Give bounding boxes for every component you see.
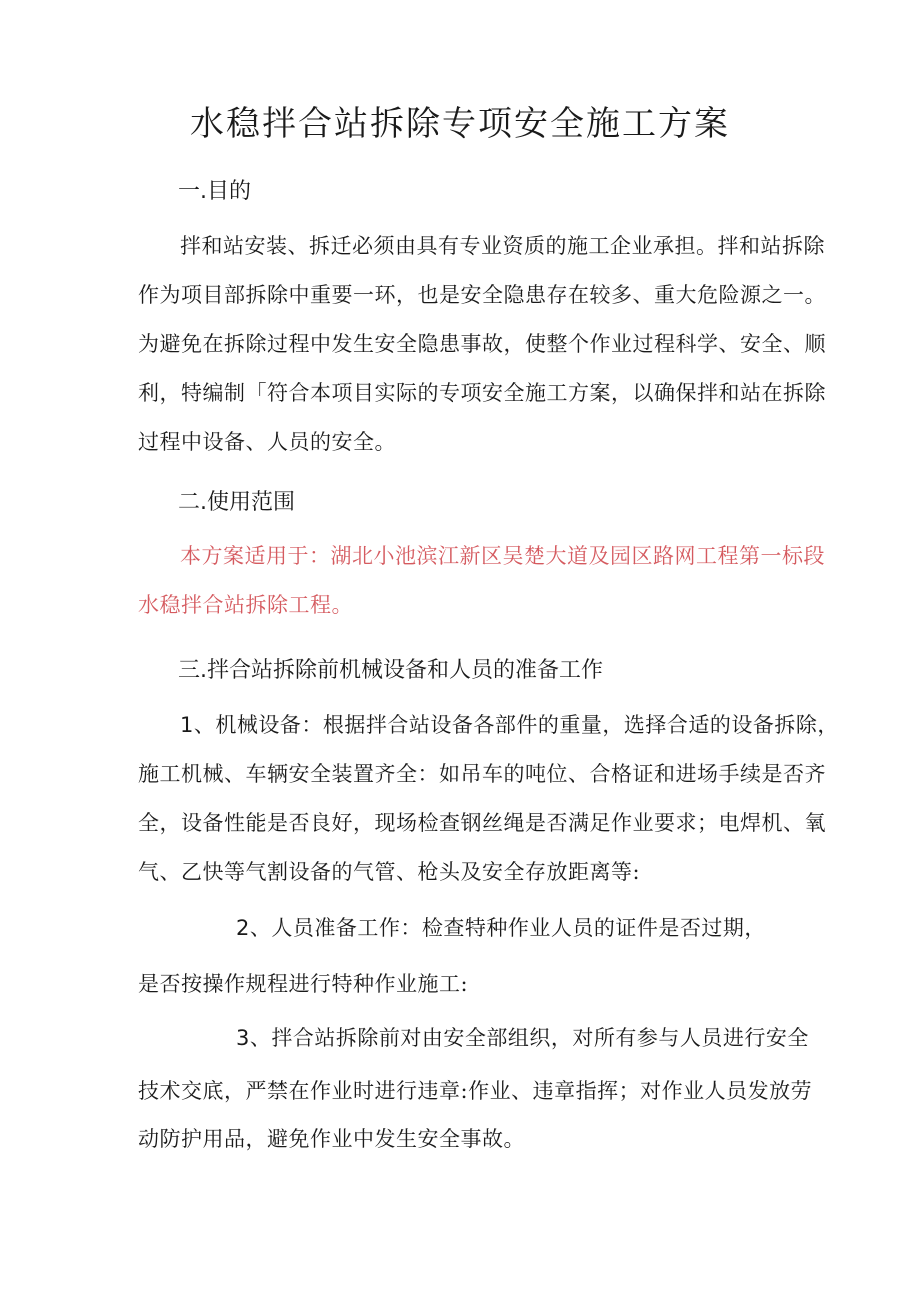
paragraph-line: 拌和站安装、拆迁必须由具有专业资质的施工企业承担。拌和站拆除	[180, 234, 825, 258]
list-item-number: 2	[236, 916, 250, 940]
list-item-line: 技术交底，严禁在作业时进行违章:作业、违章指挥；对作业人员发放劳	[138, 1079, 813, 1103]
list-item-line: 气、乙快等气割设备的气管、枪头及安全存放距离等:	[138, 860, 641, 884]
list-item-text: 、人员准备工作：检查特种作业人员的证件是否过期，	[249, 916, 766, 940]
paragraph-line: 利，特编制「符合本项目实际的专项安全施工方案，以确保拌和站在拆除	[138, 381, 826, 405]
document-title: 水稳拌合站拆除专项安全施工方案	[190, 104, 730, 144]
list-item-text: 、拌合站拆除前对由安全部组织，对所有参与人员进行安全	[249, 1026, 809, 1050]
list-item-text: 、机械设备：根据拌合站设备各部件的重量，选择合适的设备拆除，	[193, 713, 839, 737]
section-heading-preparation: 三.拌合站拆除前机械设备和人员的准备工作	[178, 658, 603, 683]
list-item-line: 施工机械、车辆安全装置齐全：如吊车的吨位、合格证和进场手续是否齐	[138, 762, 826, 786]
scope-line: 本方案适用于：湖北小池滨江新区吴楚大道及园区路网工程第一标段	[180, 544, 825, 568]
list-item-line	[236, 912, 766, 942]
list-item-number: 1	[180, 713, 194, 737]
list-item-line: 动防护用品，避免作业中发生安全事故。	[138, 1127, 525, 1151]
paragraph-line: 为避免在拆除过程中发生安全隐患事故，使整个作业过程科学、安全、顺	[138, 332, 826, 356]
section-heading-scope: 二.使用范围	[178, 490, 295, 515]
list-item-number: 3	[236, 1026, 250, 1050]
list-item-line: 是否按操作规程进行特种作业施工:	[138, 972, 469, 996]
scope-line: 水稳拌合站拆除工程。	[138, 593, 353, 617]
section-heading-purpose: 一.目的	[178, 179, 251, 204]
list-item-line	[180, 709, 839, 739]
paragraph-line: 过程中设备、人员的安全。	[138, 430, 396, 454]
list-item-line: 全，设备性能是否良好，现场检查钢丝绳是否满足作业要求；电焊机、氧	[138, 811, 826, 835]
list-item-line	[236, 1022, 809, 1052]
paragraph-line: 作为项目部拆除中重要一环，也是安全隐患存在较多、重大危险源之一。	[138, 283, 826, 307]
